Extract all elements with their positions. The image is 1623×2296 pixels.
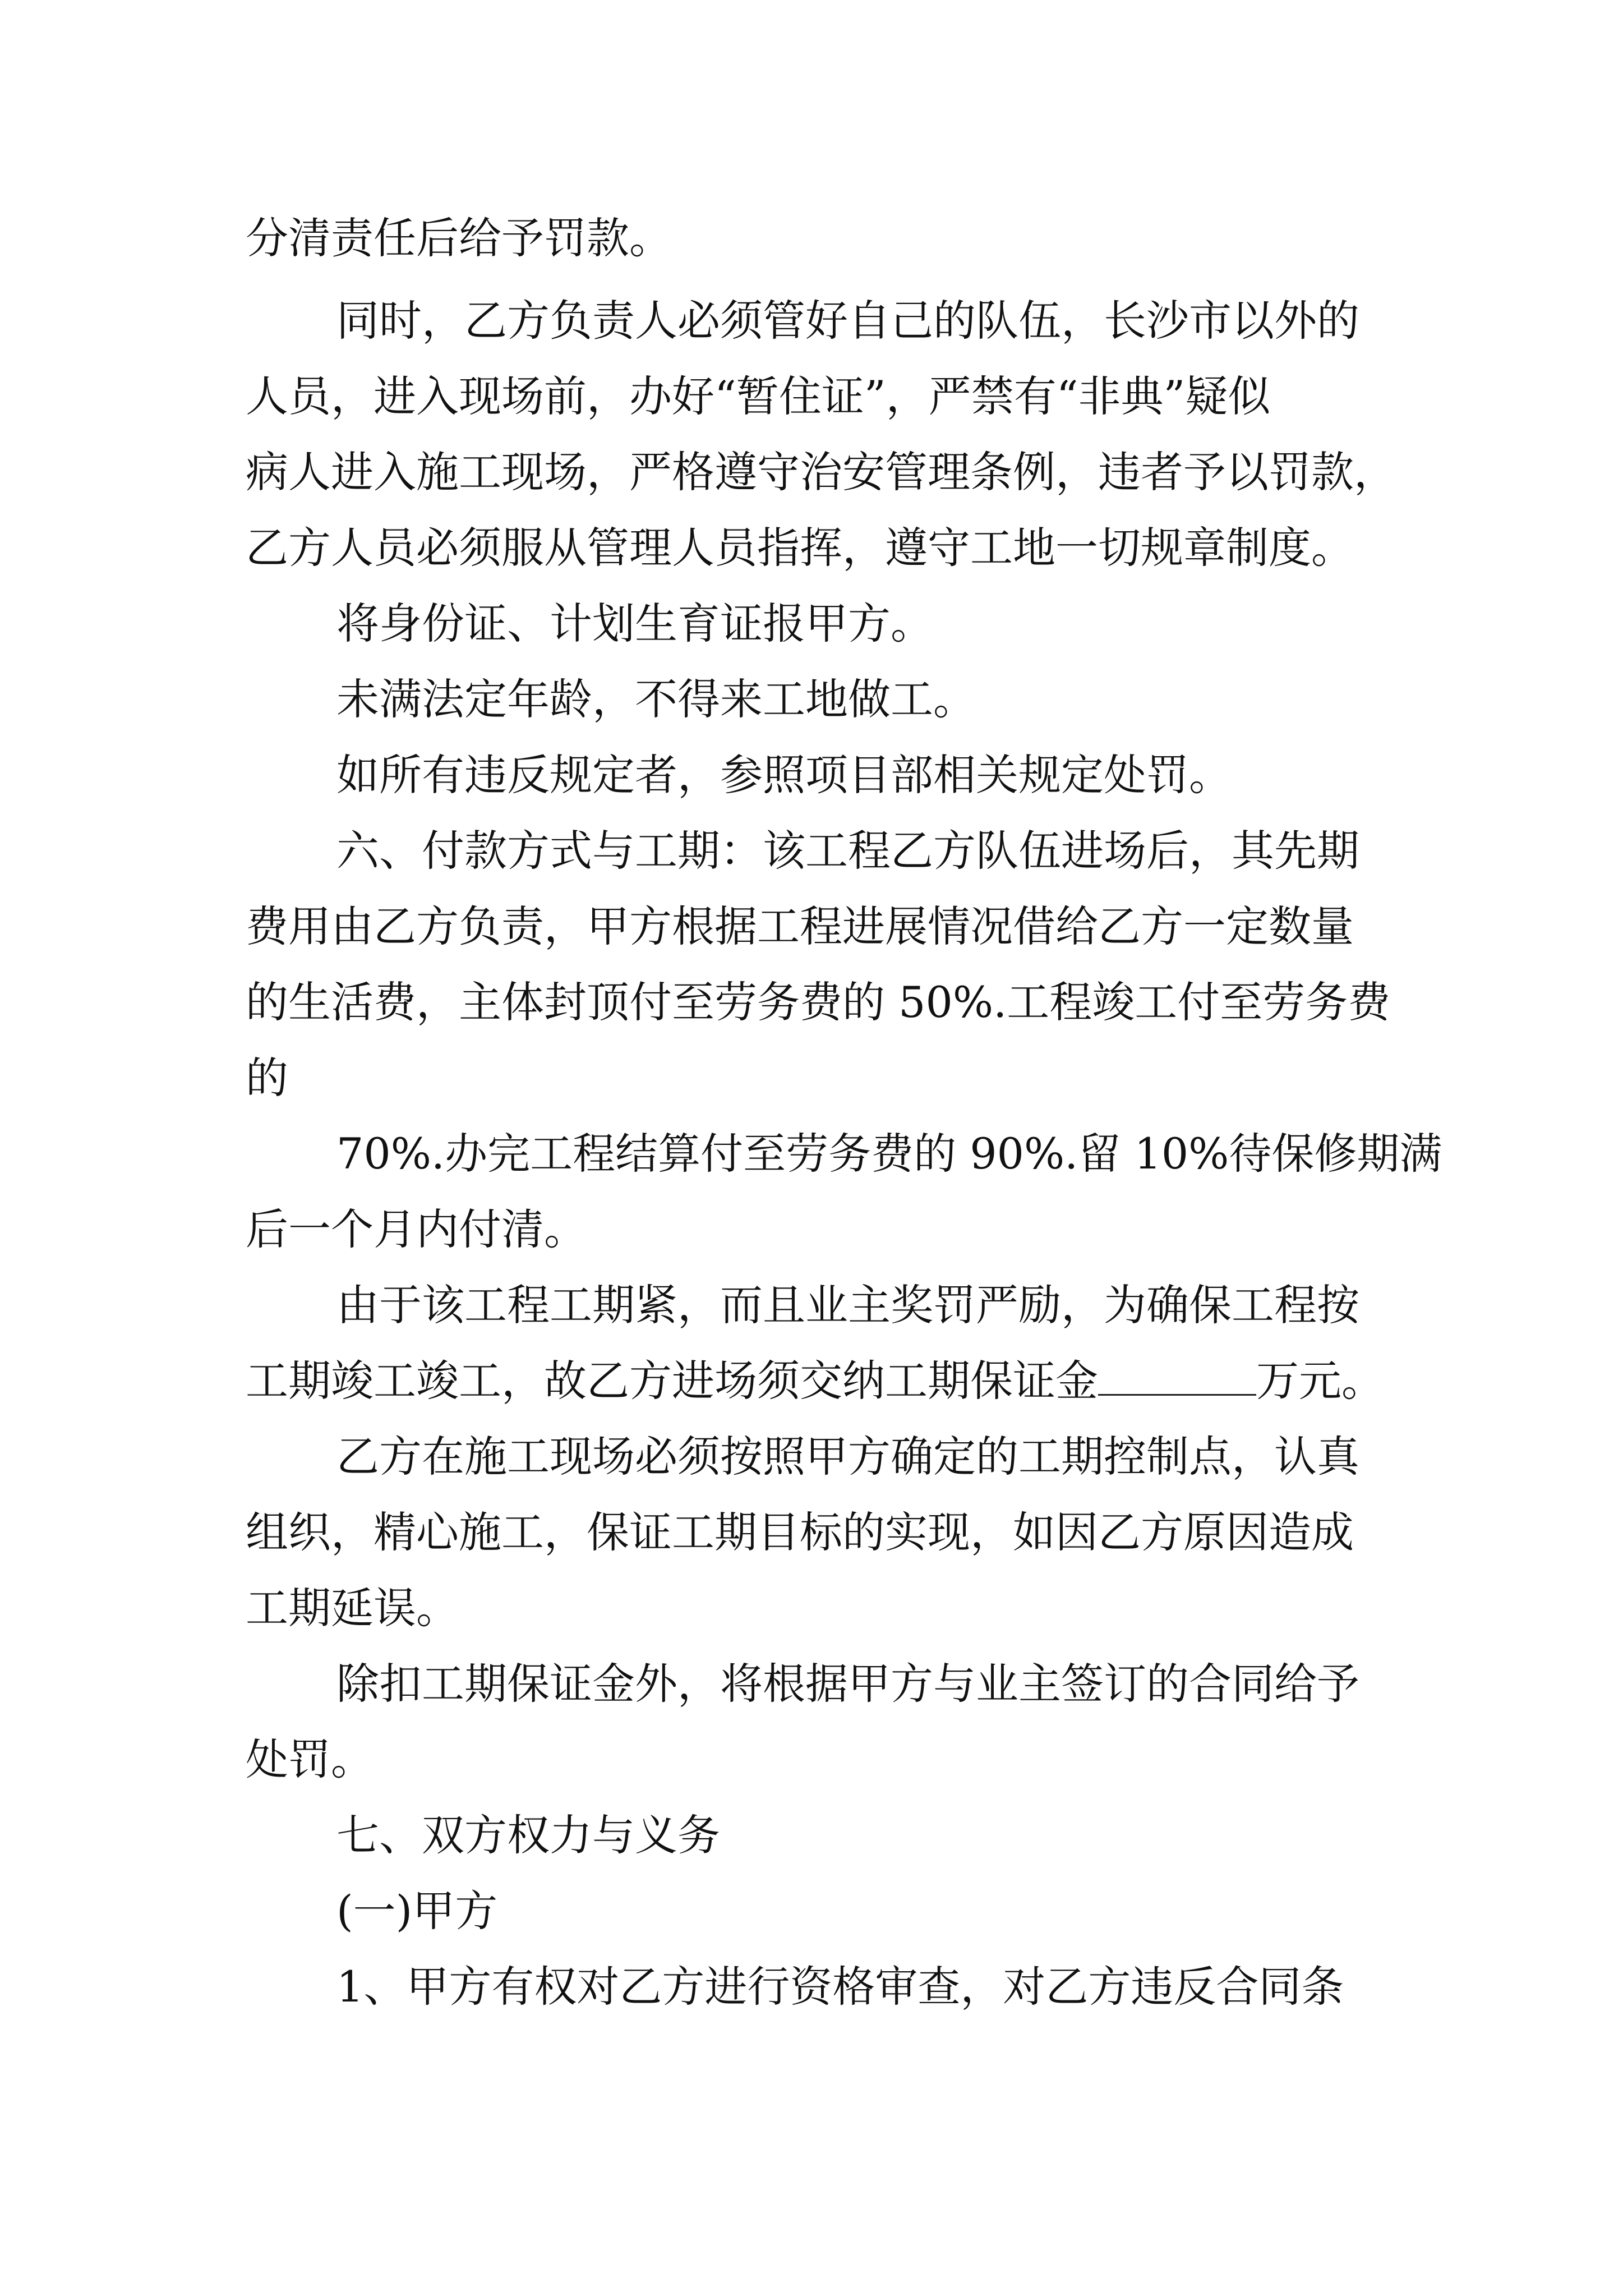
- paragraph-line: 未满法定年龄，不得来工地做工。: [336, 674, 976, 724]
- line-text: 工期竣工竣工，故乙方进场须交纳工期保证金: [246, 1356, 1098, 1406]
- paragraph-line: 病人进入施工现场，严格遵守治安管理条例，违者予以罚款，: [246, 447, 1396, 497]
- paragraph-line: 乙方在施工现场必须按照甲方确定的工期控制点，认真: [336, 1432, 1359, 1481]
- paragraph-line: 1、甲方有权对乙方进行资格审查，对乙方违反合同条: [336, 1962, 1344, 2012]
- paragraph-line: 将身份证、计划生育证报甲方。: [336, 599, 933, 648]
- section-heading: 七、双方权力与义务: [336, 1810, 720, 1860]
- fill-in-blank: [1098, 1354, 1256, 1396]
- paragraph-line: 后一个月内付清。: [246, 1204, 587, 1254]
- paragraph-line: 工期延误。: [246, 1583, 459, 1633]
- paragraph-line: 70%.办完工程结算付至劳务费的 90%.留 10%待保修期满: [336, 1129, 1442, 1179]
- paragraph-line: 组织，精心施工，保证工期目标的实现，如因乙方原因造成: [246, 1507, 1354, 1557]
- paragraph-line: 费用由乙方负责，甲方根据工程进展情况借给乙方一定数量: [246, 901, 1354, 951]
- line-text: 万元。: [1256, 1356, 1384, 1406]
- paragraph-line-with-blank: [246, 1353, 1384, 1409]
- paragraph-line: 的: [246, 1053, 288, 1103]
- paragraph-line: 乙方人员必须服从管理人员指挥，遵守工地一切规章制度。: [246, 523, 1354, 573]
- paragraph-line: 分清责任后给予罚款。: [246, 213, 672, 263]
- paragraph-line: 除扣工期保证金外，将根据甲方与业主签订的合同给予: [336, 1659, 1359, 1709]
- paragraph-line: 同时，乙方负责人必须管好自己的队伍，长沙市以外的: [336, 296, 1359, 346]
- subsection-heading: (一)甲方: [336, 1886, 498, 1936]
- paragraph-line: 如所有违反规定者，参照项目部相关规定处罚。: [336, 750, 1232, 800]
- paragraph-line: 由于该工程工期紧，而且业主奖罚严励，为确保工程按: [336, 1280, 1359, 1330]
- paragraph-line: 处罚。: [246, 1734, 374, 1784]
- paragraph-line: 人员，进入现场前，办好“暂住证”，严禁有“非典”疑似: [246, 371, 1271, 421]
- paragraph-line: 的生活费，主体封顶付至劳务费的 50%.工程竣工付至劳务费: [246, 977, 1391, 1027]
- paragraph-line: 六、付款方式与工期：该工程乙方队伍进场后，其先期: [336, 826, 1359, 876]
